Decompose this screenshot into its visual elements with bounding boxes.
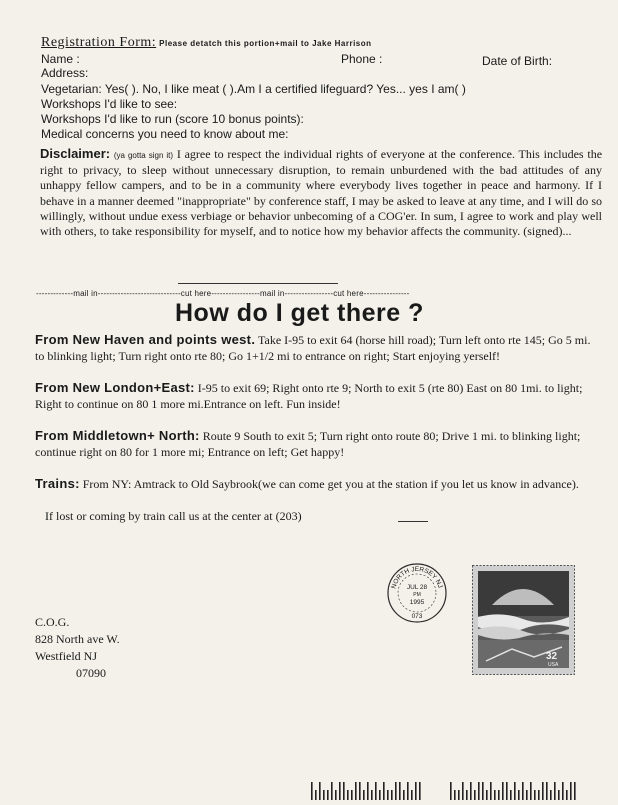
directions-section-middletown bbox=[35, 428, 600, 461]
directions-footer: If lost or coming by train call us at the center at (203) bbox=[45, 509, 302, 523]
name-label: Name : bbox=[41, 52, 80, 66]
address-line-3: Westfield NJ bbox=[35, 649, 98, 663]
postmark-date: JUL 28 bbox=[406, 584, 428, 591]
section-title: From Middletown+ North: bbox=[35, 428, 200, 443]
disclaimer-note: (ya gotta sign it) bbox=[113, 151, 174, 160]
workshops-see-label: Workshops I'd like to see: bbox=[41, 97, 178, 111]
registration-form-title bbox=[41, 35, 372, 51]
postage-stamp bbox=[472, 565, 575, 675]
cut-line: -------------mail in-----------------------------cut here-----------------mail in-----------------cut here---------------- bbox=[36, 289, 410, 298]
address-line-4: 07090 bbox=[76, 666, 106, 680]
postmark-top-text: NORTH JERSEY NJ bbox=[390, 565, 444, 590]
directions-section-new-haven bbox=[35, 332, 600, 365]
section-title: From New Haven and points west. bbox=[35, 332, 256, 347]
vegetarian-line: Vegetarian: Yes( ). No, I like meat ( ).Am I a certified lifeguard? Yes... yes I am( ) bbox=[41, 82, 466, 96]
dob-label: Date of Birth: bbox=[482, 54, 553, 68]
medical-label: Medical concerns you need to know about me: bbox=[41, 127, 289, 141]
stamp-country: USA bbox=[548, 662, 559, 668]
section-text: I-95 to exit 69; Right onto rte 9; North to exit 5 (rte 80) East on 80 1mi. to light; Right to continue on 80 1 more mi.Entrance on left. Fun inside! bbox=[35, 381, 583, 411]
disclaimer-heading: Disclaimer: bbox=[40, 146, 111, 161]
postmark-year: 1995 bbox=[409, 599, 425, 606]
directions-section-trains bbox=[35, 476, 600, 493]
signature-line bbox=[178, 283, 338, 284]
section-title: From New London+East: bbox=[35, 380, 195, 395]
directions-heading: How do I get there ? bbox=[175, 299, 424, 327]
disclaimer bbox=[40, 146, 602, 239]
directions-section-new-london bbox=[35, 380, 600, 413]
barcode-right bbox=[450, 778, 578, 800]
address-line-2: 828 North ave W. bbox=[35, 632, 120, 646]
postmark-zip: 073 bbox=[411, 613, 423, 620]
barcode-left bbox=[311, 778, 423, 800]
address-line-1: C.O.G. bbox=[35, 615, 70, 629]
postmark-pm: PM bbox=[413, 592, 421, 598]
section-text: Route 9 South to exit 5; Turn right onto route 80; Drive 1 mi. to blinking light; continue right on 80 for 1 more mi; Entrance on left; Get happy! bbox=[35, 429, 581, 459]
form-title: Registration Form: bbox=[41, 35, 157, 50]
section-text: Take I-95 to exit 64 (horse hill road); Turn left onto rte 145; Go 5 mi. to blinking light; Turn right onto rte 80; Go 1+1/2 mi to entrance on right; Start enjoying yerself! bbox=[35, 333, 591, 363]
section-title: Trains: bbox=[35, 476, 80, 491]
workshops-run-label: Workshops I'd like to run (score 10 bonus points): bbox=[41, 112, 304, 126]
address-label: Address: bbox=[41, 66, 89, 80]
section-text: From NY: Amtrack to Old Saybrook(we can come get you at the station if you let us know in advance). bbox=[82, 477, 579, 491]
stamp-denomination: 32 bbox=[546, 651, 558, 662]
phone-label: Phone : bbox=[341, 52, 383, 66]
phone-blank-line bbox=[398, 521, 428, 522]
disclaimer-text: I agree to respect the individual rights of everyone at the conference. This includes the right to privacy, to sleep without unnecessary disruption, to remain unburdened with the bad attitudes of any unhappy fellow campers, and to be in a community where everybody lives together in peace and harmony. If I behave in a manner deemed "inappropriate" by conference staff, I may be asked to leave at any time, and I will do so willingly, without undue exess verbiage or behavior unbecoming of a COG'er. In sum, I agree to work and play well with others, to take responsibility for myself, and to notice how my behavior affects the community. (signed)... bbox=[40, 147, 603, 239]
form-instruction: Please detatch this portion+mail to Jake Harrison bbox=[159, 39, 372, 48]
postmark bbox=[386, 562, 448, 624]
